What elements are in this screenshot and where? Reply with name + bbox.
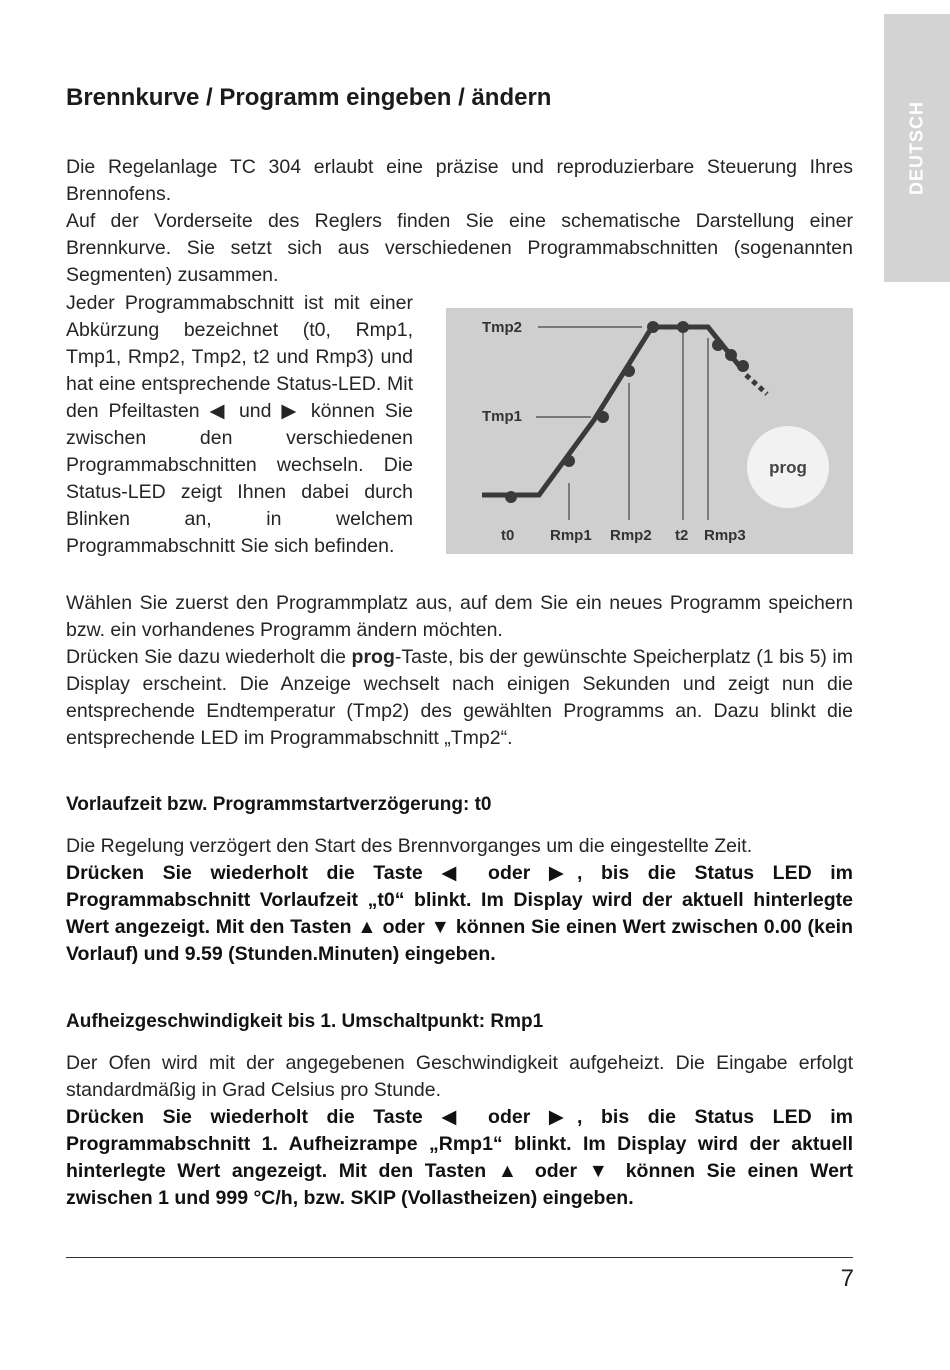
section-t0-instructions: Drücken Sie wiederholt die Taste ◀ oder ▶, bis die Status LED im Programmabschnitt Vorlaufzeit „t0“ blinkt. Im Display wird der aktuell hinterlegte Wert angezeigt. Mit den Tasten ▲ oder ▼ können Sie einen Wert zwischen 0.00 (kein Vorlauf) und 9.59 (Stunden.Minuten) eingeben. [66,862,853,965]
led-rmp3-c [737,360,749,372]
page-number: 7 [840,1265,854,1292]
page-title: Brennkurve / Programm eingeben / ändern [66,84,552,111]
segment-description: Jeder Programmabschnitt ist mit einer Abkürzung bezeichnet (t0, Rmp1, Tmp1, Rmp2, Tmp2, t2 und Rmp3) und hat eine entsprechende Status-LED. Mit den Pfeiltasten ◀ und ▶ können Sie zwischen den verschiedenen Programmabschnitten wechseln. Die Status-LED zeigt Ihnen dabei durch Blinken an, in welchem Programmabschnitt Sie sich befinden. [66,292,413,557]
firing-curve-svg [446,308,853,554]
led-rmp1 [563,455,575,467]
section-rmp1-instructions: Drücken Sie wiederholt die Taste ◀ oder ▶, bis die Status LED im Programmabschnitt 1. Aufheizrampe „Rmp1“ blinkt. Im Display wird der aktuell hinterlegte Wert angezeigt. Mit den Tasten ▲ oder ▼ können Sie einen Wert zwischen 1 und 999 °C/h, bzw. SKIP (Vollastheizen) eingeben. [66,1106,853,1209]
section-t0-text: Die Regelung verzögert den Start des Brennvorganges um die eingestellte Zeit. [66,835,753,857]
intro-paragraph-1: Die Regelanlage TC 304 erlaubt eine präzise und reproduzierbare Steuerung Ihres Brennofens. [66,156,853,205]
label-rmp2: Rmp2 [610,527,652,544]
section-rmp1-text: Der Ofen wird mit der angegebenen Geschwindigkeit aufgeheizt. Die Eingabe erfolgt standardmäßig in Grad Celsius pro Stunde. [66,1052,853,1101]
label-rmp3: Rmp3 [704,527,746,544]
language-tab [884,14,950,282]
led-tmp1 [597,411,609,423]
led-rmp3-b [725,349,737,361]
intro-paragraph-2: Auf der Vorderseite des Reglers finden Sie eine schematische Darstellung einer Brennkurve. Sie setzt sich aus verschiedenen Programmabschnitten (sogenannten Segmenten) zusammen. [66,210,853,286]
firing-curve-diagram [446,308,853,554]
led-t2 [677,321,689,333]
footer-rule [66,1257,853,1258]
led-rmp2 [623,365,635,377]
led-tmp2 [647,321,659,333]
led-rmp3-a [712,339,724,351]
label-tmp1: Tmp1 [482,408,523,425]
label-rmp1: Rmp1 [550,527,592,544]
section-rmp1-heading: Aufheizgeschwindigkeit bis 1. Umschaltpunkt: Rmp1 [66,1011,544,1032]
label-t2: t2 [675,527,689,544]
led-t0 [505,491,517,503]
section-t0-heading: Vorlaufzeit bzw. Programmstartverzögerung: t0 [66,794,492,815]
select-paragraph-2 [66,644,853,752]
select-paragraph-1: Wählen Sie zuerst den Programmplatz aus, auf dem Sie ein neues Programm speichern bzw. ein vorhandenes Programm ändern möchten. [66,592,853,641]
label-t0: t0 [501,527,515,544]
language-tab-label: DEUTSCH [906,100,927,196]
prog-button-label: prog [769,458,807,477]
select-paragraph-2-start: Drücken Sie dazu wiederholt die [66,646,352,668]
prog-key-name: prog [351,646,395,668]
select-paragraph-2-end: -Taste, bis der gewünschte Speicherplatz (1 bis 5) im Display erscheint. Die Anzeige wechselt nach einigen Sekunden und zeigt nun die entsprechende Endtemperatur (Tmp2) des gewählten Programms an. Dazu blinkt die entsprechende LED im Programmabschnitt „Tmp2“. [66,646,853,749]
label-tmp2: Tmp2 [482,319,523,336]
